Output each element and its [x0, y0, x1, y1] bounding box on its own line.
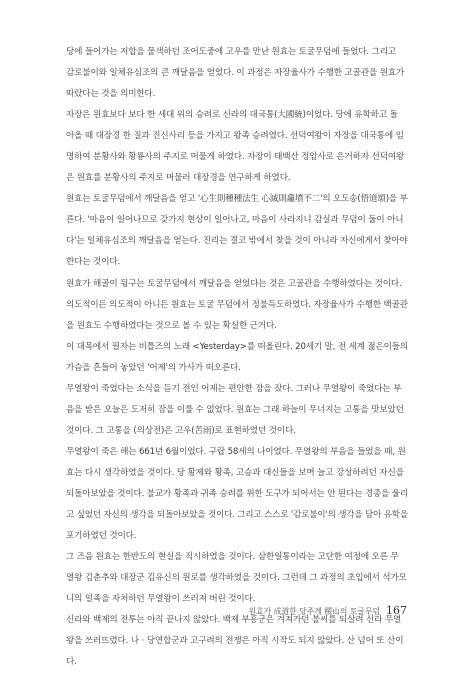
- text-line: 한다는 것이다.: [66, 257, 121, 268]
- text-line: 가슴을 흔들어 놓았던 '어제'의 가사가 떠오른다.: [66, 362, 241, 373]
- text-line: 다'는 일체유심조의 깨달음을 얻는다. 진리는 결코 밖에서 찾을 것이 아니라 자신에게서 찾아야: [66, 236, 408, 247]
- text-line: 효는 다시 생각하였을 것이다. 당 황제와 황족, 고승과 대신들을 보며 늘고 강성하려던 자신을: [66, 467, 404, 478]
- text-line: 음을 받은 오늘은 도저히 잠을 이룰 수 없었다. 원효는 그래 하늘이 무너지는 고통을 맛보았던: [66, 404, 404, 415]
- text-line: 무열왕이 죽었다는 소식을 듣기 전인 어제는 편안한 잠을 잤다. 그러나 무열왕이 죽었다는 부: [66, 383, 402, 394]
- text-line: 원효는 토굴무덤에서 깨달음을 얻고 '心生則種種法生 心滅則龕墳不二'의 오도송(悟道頌)을 부: [66, 194, 408, 205]
- text-line: 따랐다는 것을 의미한다.: [66, 89, 156, 100]
- text-line: 의도적이든 의도적이 아니든 원효는 토굴 무덤에서 정불득도하였다. 자장율사가 수행한 백골관: [66, 299, 408, 310]
- text-line: 열왕 김춘추와 대장군 김유신의 원로를 생각하였을 것이다. 그런데 그 과정의 초입에서 석가모: [66, 573, 407, 584]
- text-line: 을 원효도 수행하였다는 것으로 볼 수 있는 확실한 근거다.: [66, 320, 277, 331]
- text-line: 니의 일족을 자처하던 무열왕이 쓰러져 버린 것이다.: [66, 594, 256, 605]
- text-line: 른다. '마음이 일어나므로 갖가지 현상이 일어나고, 마음이 사라지니 감실과 무덤이 둘이 아니: [66, 215, 404, 226]
- text-line: 것이다. 그 고통을 (의상전)은 고우(苦雨)로 표현하였던 것이다.: [66, 425, 296, 436]
- text-line: 명하여 분황사와 황룡사의 주지로 머물게 하였다. 자장이 태백산 정암사로 은거하자 선덕여왕: [66, 152, 405, 163]
- text-line: 고 싶었던 자신의 생각을 되돌아보았을 것이다. 그리고 스스로 '감로불이'의 생각을 담아 유학을: [66, 510, 408, 521]
- text-line: 당에 들어가는 저합을 물색하던 조어도중에 고우를 만난 원효는 토굴무덤에 들었다. 그리고: [66, 47, 397, 57]
- text-line: 왕을 쓰러뜨렸다. 나 · 당연합군과 고구려의 전쟁은 아직 시작도 되지 않았다. 산 넘어 또 산이: [66, 636, 404, 647]
- page-number: 167: [386, 604, 407, 617]
- text-line: 되돌아보았을 것이다. 불교가 황족과 귀족 승려를 위한 도구가 되어서는 안 된다는 경종을 울리: [66, 488, 408, 499]
- text-line: 이 대목에서 필자는 비틀즈의 노래 <Yesterday>를 떠올린다. 20세기 말, 전 세계 젊은이들의: [66, 341, 408, 352]
- text-line: 포기하였던 것이다.: [66, 531, 137, 542]
- text-line: 그 즈음 원효는 한반도의 현실을 직시하였을 것이다. 삼한일통이라는 고단한 여정에 오른 무: [66, 552, 399, 563]
- text-line: 은 원효를 분황사의 주지로 머물러 대장경을 연구하게 하였다.: [66, 173, 291, 184]
- text-line: 다.: [66, 657, 77, 668]
- text-line: 무열왕이 죽은 해는 661년 6월이었다. 구랍 58세의 나이였다. 무열왕의 부음을 들었을 때, 원: [66, 446, 406, 457]
- text-line: 신라와 백제의 전투는 아직 끝나지 않았다. 백제 부흥군은 겨져가던 불씨를 되살려 신라 무열: [66, 615, 402, 626]
- page-footer: [0, 604, 473, 618]
- text-line: 아올 때 대장경 한 질과 진신사리 등을 가지고 왕족 승려였다. 선덕여왕이 자장을 대국통에 임: [66, 131, 404, 142]
- text-line: 자장은 원효보다 보다 한 세대 위의 승려로 신라의 대국통(大國統)이었다. 당에 유학하고 돌: [66, 110, 398, 121]
- running-title: 원효가 成道한 당주계 稷山의 토굴무덤: [248, 607, 380, 616]
- body-text: [66, 42, 408, 673]
- text-line: 감로불이와 일체유심조의 큰 깨달음을 얻었다. 이 과정은 자장율사가 수행한 고골관을 원효가: [66, 68, 405, 79]
- text-line: 원효가 해골이 뒹구는 토굴무덤에서 깨달음을 얻었다는 것은 고골관을 수행하였다는 것이다.: [66, 278, 402, 289]
